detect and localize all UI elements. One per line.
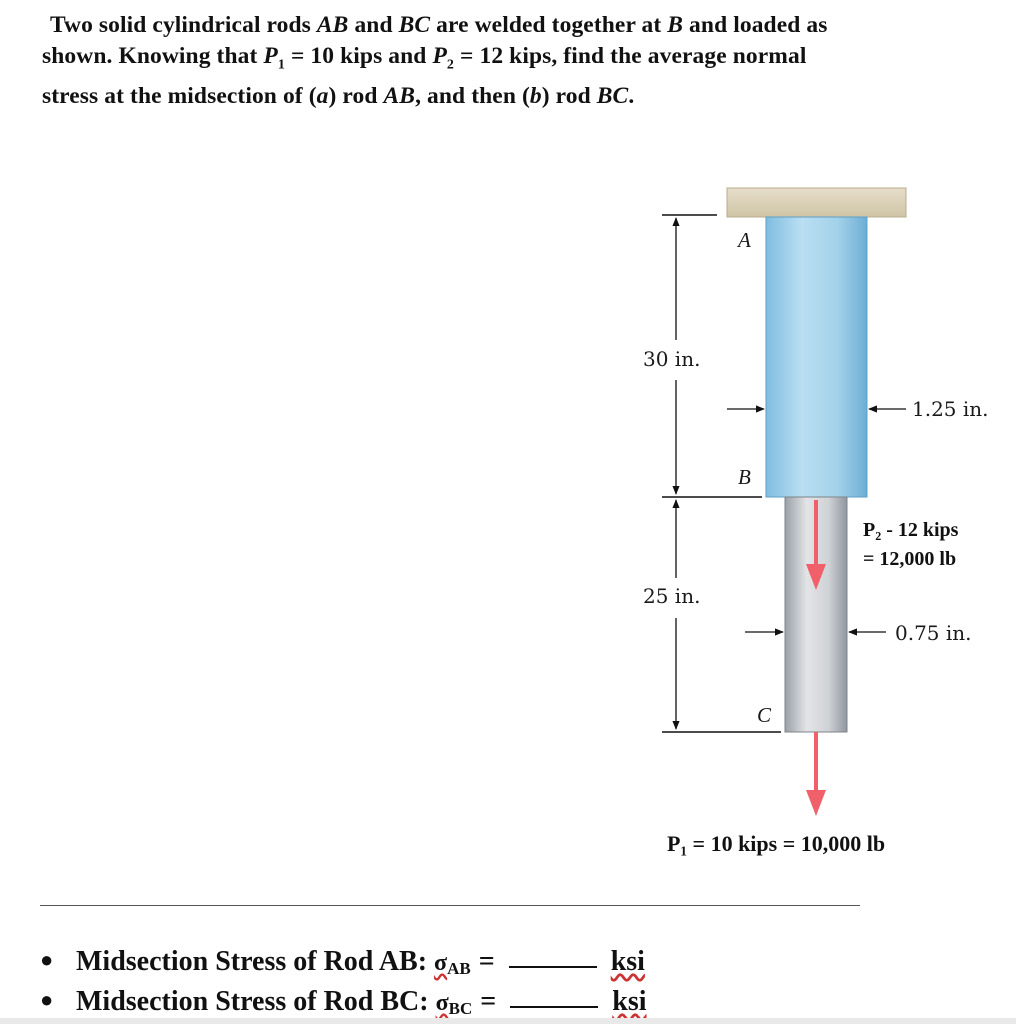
load-p1-head	[806, 790, 826, 816]
bullet-icon: ●	[40, 987, 54, 1012]
dim-ab-length: 30 in.	[643, 347, 701, 371]
answer-item-bc: ● Midsection Stress of Rod BC: $\sigma_{BC}$ = ksi	[40, 980, 740, 1020]
rod-ab	[766, 217, 867, 497]
answer-blank-bc[interactable]	[510, 1005, 598, 1008]
problem-line-1: Two solid cylindrical rods AB and BC are welded together at B and loaded as	[50, 12, 828, 38]
problem-line-2: shown. Knowing that $P_1 = 10$ kips and $P_2 = 12$ kips, find the average normal	[42, 43, 807, 73]
answer-blank-ab[interactable]	[509, 965, 597, 968]
label-a: A	[738, 228, 751, 252]
dim-bc-diameter: 0.75 in.	[895, 621, 972, 645]
problem-line-3: stress at the midsection of (a) rod AB, and then (b) rod BC.	[42, 82, 635, 109]
sigma-bc: $\sigma_{BC}$	[435, 990, 473, 1018]
dim-ab-diameter: 1.25 in.	[912, 397, 989, 421]
answer-item-ab: ● Midsection Stress of Rod AB: $\sigma_{AB}$ = ksi	[40, 940, 740, 980]
answer-list	[40, 940, 740, 1020]
label-b: B	[738, 465, 751, 489]
load-p1-label: P₁ = 10 kips = 10,000 lb	[667, 831, 886, 856]
bullet-icon: ●	[40, 947, 54, 972]
load-p2-label-line1: P₂ - 12 kips	[863, 519, 959, 541]
fixed-support	[727, 188, 906, 217]
bottom-edge	[0, 1018, 1016, 1024]
section-divider	[40, 905, 860, 906]
dim-bc-length: 25 in.	[643, 584, 701, 608]
sigma-ab: $\sigma_{AB}$	[434, 950, 471, 978]
load-p2-label-line2: = 12,000 lb	[863, 548, 957, 570]
label-c: C	[757, 703, 772, 727]
